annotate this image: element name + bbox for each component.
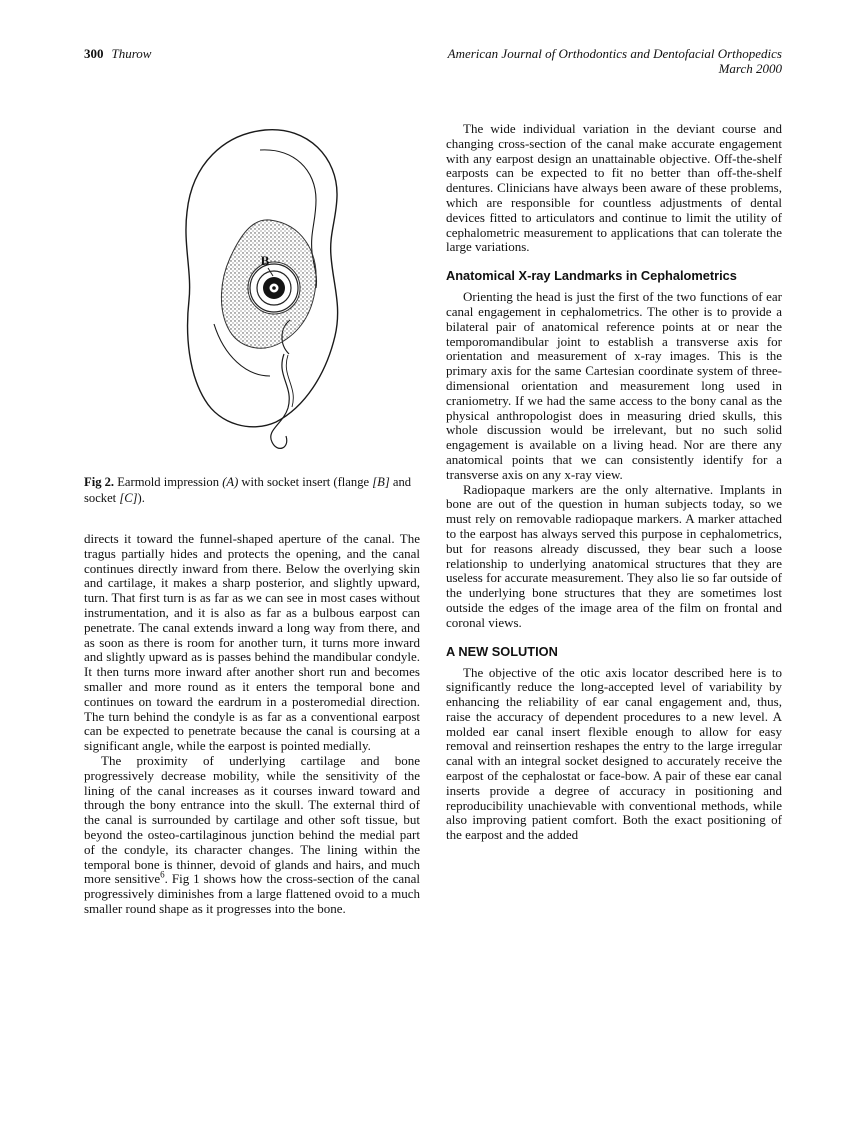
page-number: 300	[84, 46, 104, 61]
figure-caption	[84, 475, 420, 506]
running-head-left	[84, 46, 151, 61]
running-head	[84, 46, 782, 76]
running-head-right	[448, 46, 782, 76]
socket-center-dot	[272, 286, 276, 290]
caption-ref-c: [C]	[119, 490, 138, 505]
paragraph-left-1: directs it toward the funnel-shaped aperture of the canal. The tragus partially hides and protects the opening, and the canal continues directly inward from there. Below the overlying skin and cartilage, it makes a sharp posterior, and slightly upward, turn. That first turn is as far as we can see in most cases without instrumentation, and it is also as far as a bulbous earpost can penetrate. The canal extends inward a long way from there, and as soon as there is room for another turn, it turns more inward and slightly upward as is passes behind the mandibular condyle. It then turns more inward after another short run and becomes smaller and more round as it enters the temporal bone and continues on toward the eardrum in a posteromedial direction. The turn behind the condyle is as far as a conventional earpost can be expected to penetrate because the canal is coursing at a significant angle, while the earpost is pointed medially.	[84, 531, 420, 754]
caption-ref-a: (A)	[222, 475, 239, 489]
left-column-text	[84, 532, 420, 917]
figure-label-b: B	[260, 253, 270, 268]
figure-caption-label: Fig 2.	[84, 475, 115, 489]
issue-date: March 2000	[718, 61, 782, 76]
reference-superscript-6: 6	[160, 870, 165, 880]
author-name: Thurow	[111, 46, 152, 61]
left-column	[84, 122, 420, 917]
paragraph-right-4: The objective of the otic axis locator described here is to significantly reduce the long-accepted level of variability by enhancing the reliability of ear canal engagement and, thus, raise the accuracy of dependent procedures to a new level. A molded ear canal insert flexible enough to allow for easy removal and reinsertion reshapes the entry to the large irregular canal with an integral socket designed to accurately receive the earpost of the cephalostat or face-bow. A pair of these ear canal inserts provide a degree of accuracy in positioning and reproducibility unachievable with conventional methods, while also improving patient comfort. Both the exact positioning of the earpost and the added	[446, 664, 782, 843]
section-heading-anatomical-landmarks: Anatomical X-ray Landmarks in Cephalometrics	[446, 268, 737, 284]
paragraph-left-2-text-2: . Fig 1 shows how the cross-section of the canal progressively diminishes from a large flattened ovoid to a much smaller round shape as it progresses into the bone.	[84, 871, 420, 916]
journal-title: American Journal of Orthodontics and Dentofacial Orthopedics	[447, 46, 782, 61]
caption-text-2: with socket insert (flange	[238, 475, 373, 489]
paragraph-right-3: Radiopaque markers are the only alternative. Implants in bone are out of the question in human subjects today, so we must rely on removable radiopaque markers. A marker attached to the earpost has always served this purpose in cephalometrics, but for reasons already discussed, they bear such a loose relationship to underlying anatomical structures that they are useless for accurate measurement. They also lie so far outside of the underlying bone structures that they are sometimes lost outside the edges of the image area of the film on frontal and coronal views.	[446, 481, 782, 630]
caption-text-1: Earmold impression	[114, 475, 223, 489]
paragraph-right-1: The wide individual variation in the deviant course and changing cross-section of the canal make accurate engagement with any earpost design an unattainable objective. Off-the-shelf earposts can be expected to fit no better than off-the-shelf dentures. Clinicians have always been aware of these problems, which are responsible for countless adjustments of dental devices fitted to articulators and continue to limit the utility of cephalometric measurement to applications that can tolerate the large variations.	[446, 121, 782, 255]
two-column-layout	[84, 122, 782, 917]
caption-ref-b: [B]	[372, 475, 390, 489]
ear-illustration	[142, 124, 392, 456]
caption-text-3: and socket	[84, 475, 412, 505]
section-heading-new-solution: A NEW SOLUTION	[446, 643, 558, 659]
figure-2	[142, 124, 392, 461]
right-column	[446, 122, 782, 917]
paragraph-right-2: Orienting the head is just the first of the two functions of ear canal engagement in cephalometrics. The other is to provide a bilateral pair of anatomical reference points at or near the temporomandibular joint to establish a transverse axis for orientation and measurement of x-ray images. This is the primary axis for the same Cartesian coordinate system of three-dimensional orientation and measurement long used in craniometry. If we had the same access to the bony canal as the physical anthropologist does in measuring dried skulls, this whole discussion would be irrelevant, but no such solid engagement is available on a living head. Nor are there any anatomical points that we can consistently identify for a transverse axis on any x-ray view.	[446, 289, 782, 482]
caption-text-4: ).	[137, 490, 145, 505]
paragraph-left-2-text-1: The proximity of underlying cartilage and bone progressively decrease mobility, while the sensitivity of the lining of the canal increases as it courses inward toward and through the bony entrance into the skull. The external third of the canal is surrounded by cartilage and other soft tissue, but beyond the osteo-cartilaginous junction behind the medial part of the condyle, its character changes. The lining within the temporal bone is thinner, devoid of glands and hairs, and much more sensitive	[84, 752, 420, 887]
paragraph-left-2	[84, 754, 420, 917]
